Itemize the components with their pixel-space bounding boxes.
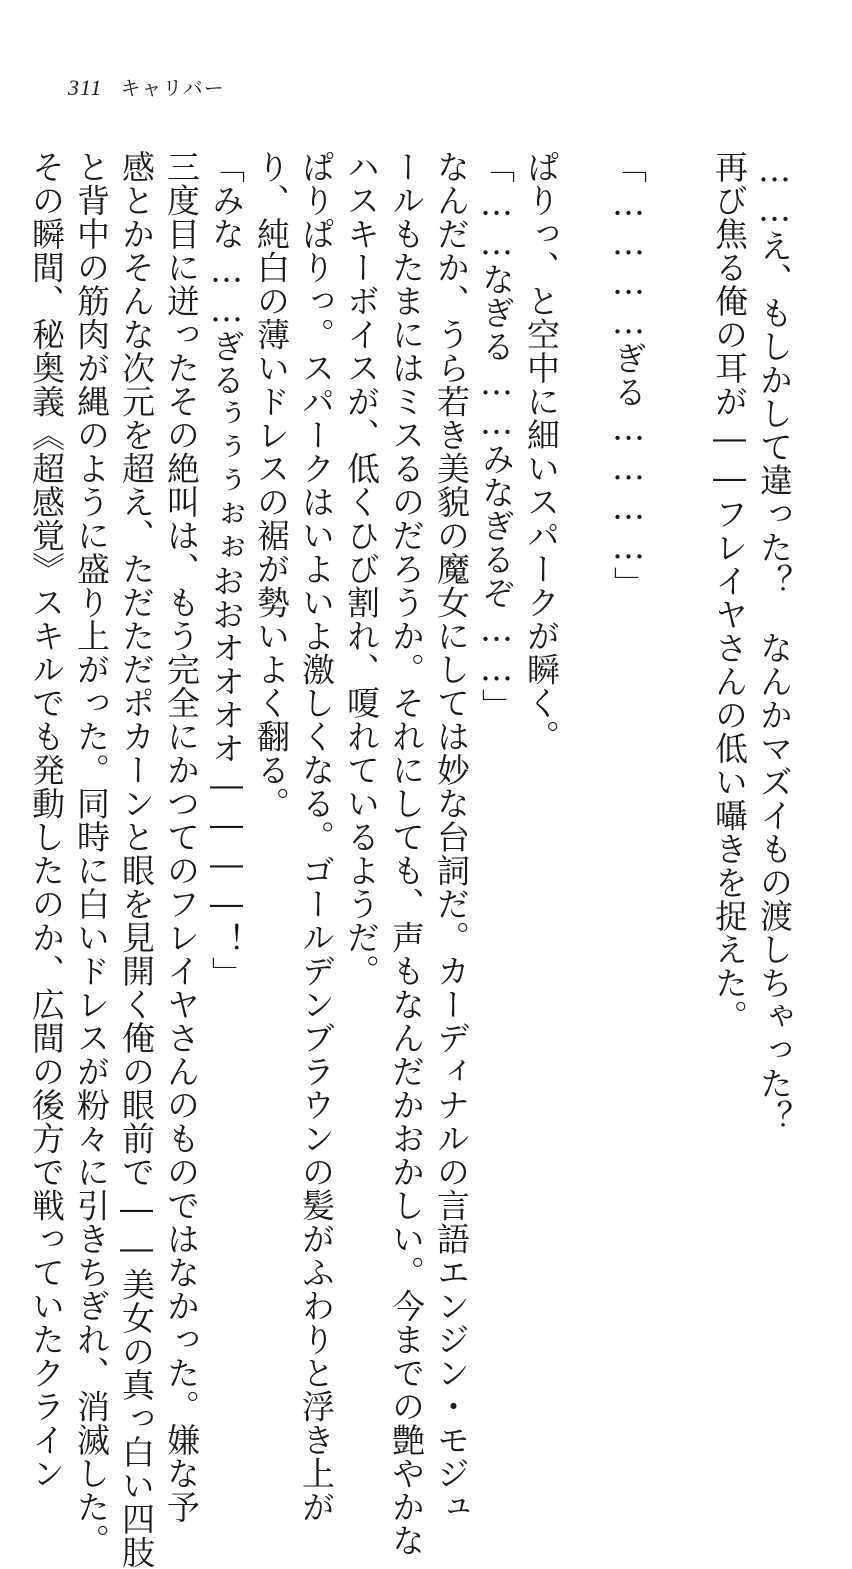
text-column: [565, 150, 601, 1190]
text-column: と背中の筋肉が縄のように盛り上がった。同時に白いドレスが粉々に引きちぎれ、消滅した。: [72, 150, 111, 1557]
text-column: ぱりっ、と空中に細いスパークが瞬く。: [522, 150, 561, 753]
text-column: [666, 150, 702, 1190]
page-number: 311: [68, 75, 103, 100]
text-column: ールもたまにはミスるのだろうか。それにしても、声もなんだかおかしい。今までの艶やかな: [387, 150, 426, 1557]
text-column: 感とかそんな次元を超え、ただただポカーンと眼を見開く俺の眼前で――美女の真っ白い四肢: [117, 150, 156, 1569]
text-column: 三度目に迸ったその絶叫は、もう完全にかつてのフレイヤさんのものではなかった。嫌な予: [162, 150, 201, 1524]
text-column: ……え、もしかして違った？ なんかマズイもの渡しちゃった？: [755, 150, 794, 1134]
text-column: 「…………ぎる…………」: [609, 150, 648, 600]
text-column: 「……なぎる……みなぎるぞ……」: [477, 150, 516, 722]
running-header: [68, 72, 225, 101]
text-column: ぱりぱりっ。スパークはいよいよ激しくなる。ゴールデンブラウンの髪がふわりと浮き上が: [297, 150, 336, 1524]
running-title: キャリバー: [120, 76, 225, 100]
text-column: その瞬間、秘奥義《超感覚》スキルでも発動したのか、広間の後方で戦っていたクライン: [27, 150, 66, 1490]
text-column: なんだか、うら若き美貌の魔女にしては妙な台詞だ。カーディナルの言語エンジン・モジュ: [432, 150, 471, 1524]
text-column: り、純白の薄いドレスの裾が勢いよく翻る。: [252, 150, 291, 820]
text-column: 再び焦る俺の耳が――フレイヤさんの低い囁きを捉えた。: [710, 150, 749, 1033]
text-column: ハスキーボイスが、低くひび割れ、嗄れているようだ。: [342, 150, 381, 988]
text-column: 「みな……ぎるぅぅぅぉぉおおオオオオ――――！」: [207, 150, 246, 990]
